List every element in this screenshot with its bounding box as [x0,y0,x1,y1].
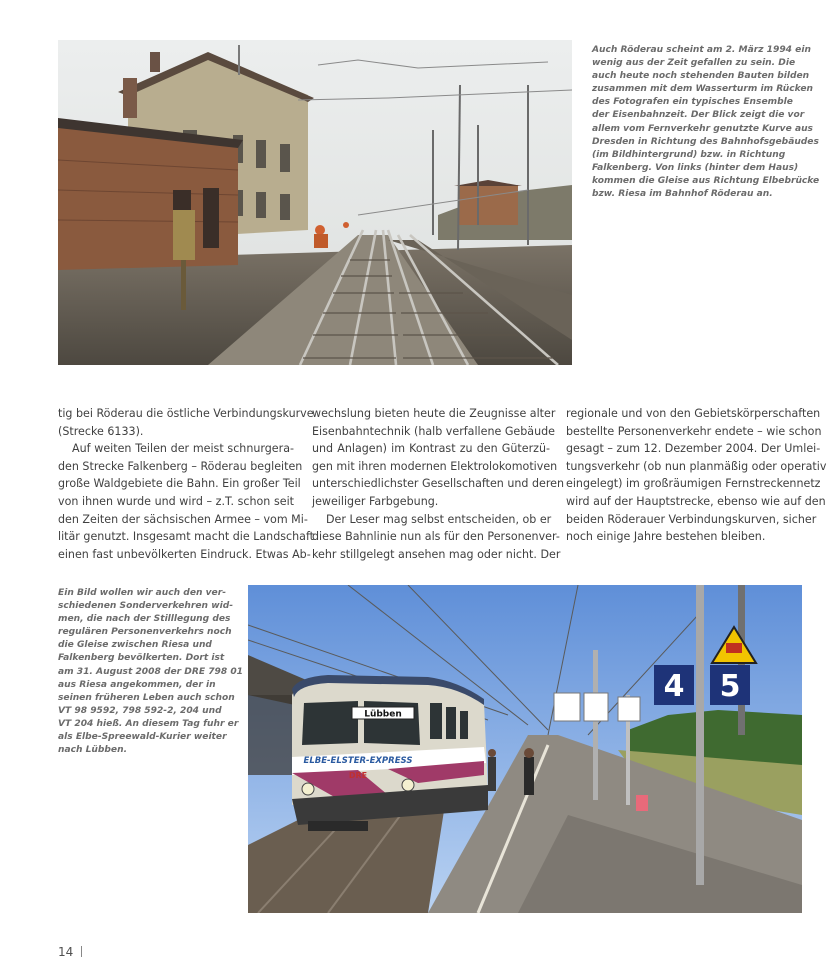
caption-line: schiedenen Sonderverkehren wid- [58,601,233,612]
body-line: beiden Röderauer Verbindungskurven, sicher [566,512,817,526]
body-column-2 [312,405,565,563]
page-number [58,945,82,959]
caption-line: VT 98 9592, 798 592-2, 204 und [58,705,222,716]
body-line: von ihnen wurde und wird – z.T. schon seit [58,494,294,508]
body-line: bestellte Personenverkehr endete – wie schon [566,424,822,438]
caption-line: kommen die Gleise aus Richtung Elbebrücke [592,175,820,186]
railcar-livery-text: ELBE-ELSTER-EXPRESS [303,756,413,766]
platform-sign-5 [710,665,750,705]
body-line: noch einige Jahre bestehen bleiben. [566,530,766,544]
caption-line: Ein Bild wollen wir auch den ver- [58,588,226,598]
body-line: gesagt – zum 12. Dezember 2004. Der Umlei- [566,442,821,456]
platform-number-right: 5 [719,669,741,704]
photo-railcar-platform [248,585,802,913]
caption-line: zusammen mit dem Wasserturm im Rücken [592,84,813,95]
body-line: diese Bahnlinie nun als für den Personenver- [312,530,560,544]
caption-line: als Elbe-Spreewald-Kurier weiter [58,732,227,743]
photo-railcar-illustration [248,585,802,913]
body-line: litär genutzt. Insgesamt macht die Landschaft [58,530,315,544]
body-line: Der Leser mag selbst entscheiden, ob er [326,512,552,526]
body-line: tungsverkehr (ob nun planmäßig oder operativ [566,459,827,473]
caption-line: die Gleise zwischen Riesa und [58,640,212,651]
body-line: wechslung bieten heute die Zeugnisse alter [312,407,556,420]
railcar-destination-board: Lübben [364,709,402,720]
photo-roederau-illustration [58,40,572,365]
photo-caption-top [592,44,820,201]
body-line: den Strecke Falkenberg – Röderau begleiten [58,459,303,473]
caption-line: der Eisenbahnzeit. Der Blick zeigt die vor [592,110,805,121]
photo-caption-bottom [58,587,244,757]
caption-line: Falkenberg bevölkerten. Dort ist [58,653,225,664]
caption-line: (im Bildhintergrund) bzw. in Richtung [592,149,786,160]
platform-number-left: 4 [663,669,685,704]
body-line: jeweiliger Farbgebung. [312,494,439,508]
caption-line: aus Riesa angekommen, der in [58,679,216,690]
body-line: Eisenbahntechnik (halb verfallene Gebäude [312,424,555,438]
body-line: kehr stillgelegt ansehen mag oder nicht. Der [312,547,561,561]
railcar [292,675,488,831]
caption-line: Auch Röderau scheint am 2. März 1994 ein [592,45,811,55]
body-line: regionale und von den Gebietskörperschaften [566,407,821,420]
body-line: Auf weiten Teilen der meist schnurgera- [72,442,294,456]
caption-line: des Fotografen ein typisches Ensemble [592,97,793,108]
caption-line: men, die nach der Stilllegung des [58,614,231,625]
caption-line: wenig aus der Zeit gefallen zu sein. Die [592,58,796,69]
page-number-text: 14 [58,945,74,959]
page-number-divider [81,946,82,957]
caption-line: regulären Personenverkehrs noch [58,627,232,638]
body-line: wird auf der Hauptstrecke, ebenso wie auf den [566,494,826,508]
caption-line: nach Lübben. [58,745,128,756]
body-line: einen fast unbevölkerten Eindruck. Etwas Ab- [58,547,311,561]
body-line: gen mit ihren modernen Elektrolokomotiven [312,459,558,473]
caption-line: VT 204 hieß. An diesem Tag fuhr er [58,718,239,729]
body-column-3 [566,405,827,546]
caption-line: am 31. August 2008 der DRE 798 01 [58,666,244,677]
caption-line: bzw. Riesa im Bahnhof Röderau an. [592,189,773,200]
photo-roederau-station [58,40,572,365]
body-column-1 [58,405,315,563]
body-line: unterschiedlichster Gesellschaften und deren [312,477,565,491]
dre-logo-icon: DRE [348,771,368,780]
caption-line: allem vom Fernverkehr genutzte Kurve aus [592,123,813,134]
platform-sign-4 [654,665,694,705]
body-line: (Strecke 6133). [58,424,144,438]
body-line: tig bei Röderau die östliche Verbindungskurve [58,407,314,420]
caption-line: Dresden in Richtung des Bahnhofsgebäudes [592,136,819,147]
caption-line: seinen früheren Leben auch schon [58,692,235,703]
body-line: große Waldgebiete die Bahn. Ein großer Teil [58,477,301,491]
caption-line: auch heute noch stehenden Bauten bilden [592,71,810,82]
caption-line: Falkenberg. Von links (hinter dem Haus) [592,162,799,173]
body-line: den Zeiten der sächsischen Armee – vom Mi- [58,512,308,526]
body-line: eingelegt) im großräumigen Fernstreckennetz [566,477,821,491]
body-line: und Anlagen) im Kontrast zu den Güterzü- [312,442,550,456]
